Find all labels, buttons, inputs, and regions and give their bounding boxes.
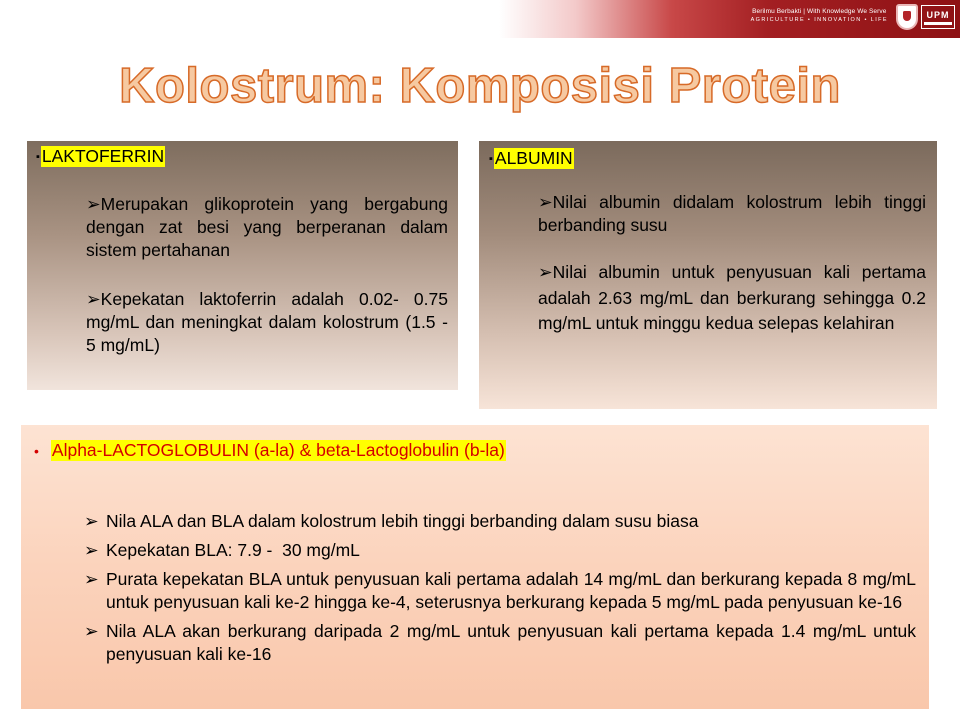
albumin-point-1-text: Nilai albumin didalam kolostrum lebih tinggi berbanding susu [538,192,926,235]
header-banner [0,0,960,38]
arrow-bullet-icon: ➢ [538,192,553,212]
arrow-bullet-icon: ➢ [84,511,99,531]
list-item [84,568,916,614]
round-bullet-icon: • [34,442,39,459]
slide-title: Kolostrum: Komposisi Protein [119,59,841,113]
laktoferrin-point-2 [86,288,448,357]
list-item [84,510,916,533]
logo-underline [924,22,952,25]
albumin-heading [489,148,574,169]
arrow-bullet-icon: ➢ [86,194,101,214]
arrow-bullet-icon: ➢ [84,569,99,589]
arrow-bullet-icon: ➢ [86,289,101,309]
logo-text: UPM [926,9,950,20]
albumin-heading-text: ALBUMIN [494,148,573,168]
university-crest-icon [896,4,918,30]
laktoferrin-heading-text: LAKTOFERRIN [41,146,165,166]
lactoglobulin-heading [34,440,506,461]
tagline-line1: Berilmu Berbakti | With Knowledge We Serve [752,8,887,15]
list-item-text: Kepekatan BLA: 7.9 - 30 mg/mL [106,540,360,560]
list-item [84,539,916,562]
list-item-text: Nila ALA akan berkurang daripada 2 mg/mL untuk penyusuan kali pertama kepada 1.4 mg/mL untuk penyusuan kali ke-16 [106,621,916,664]
list-item-text: Nila ALA dan BLA dalam kolostrum lebih tinggi berbanding dalam susu biasa [106,511,699,531]
lactoglobulin-list [84,510,916,666]
university-tagline [751,8,888,23]
laktoferrin-point-2-text: Kepekatan laktoferrin adalah 0.02- 0.75 mg/mL dan meningkat dalam kolostrum (1.5 - 5 mg/mL) [86,289,448,355]
albumin-point-2-text: Nilai albumin untuk penyusuan kali pertama adalah 2.63 mg/mL dan berkurang sehingga 0.2 mg/mL untuk minggu kedua selepas kelahiran [538,262,926,333]
albumin-point-1 [538,191,926,237]
lactoglobulin-heading-text: Alpha-LACTOGLOBULIN (a-la) & beta-Lactoglobulin (b-la) [51,440,505,460]
arrow-bullet-icon: ➢ [538,262,553,282]
university-logo [921,5,955,29]
square-bullet-icon: ▪ [489,152,493,165]
laktoferrin-point-1 [86,193,448,262]
square-bullet-icon: ▪ [36,150,40,163]
list-item [84,620,916,666]
arrow-bullet-icon: ➢ [84,621,99,641]
arrow-bullet-icon: ➢ [84,540,99,560]
list-item-text: Purata kepekatan BLA untuk penyusuan kali pertama adalah 14 mg/mL dan berkurang kepada 8 mg/mL untuk penyusuan kali ke-2 hingga ke-4, seterusnya berkurang kepada 5 mg/mL pada penyusuan ke-16 [106,569,916,612]
laktoferrin-heading [36,146,165,167]
tagline-line2: AGRICULTURE • INNOVATION • LIFE [750,17,888,23]
albumin-point-2 [538,260,926,337]
laktoferrin-point-1-text: Merupakan glikoprotein yang bergabung dengan zat besi yang berperanan dalam sistem pertahanan [86,194,448,260]
